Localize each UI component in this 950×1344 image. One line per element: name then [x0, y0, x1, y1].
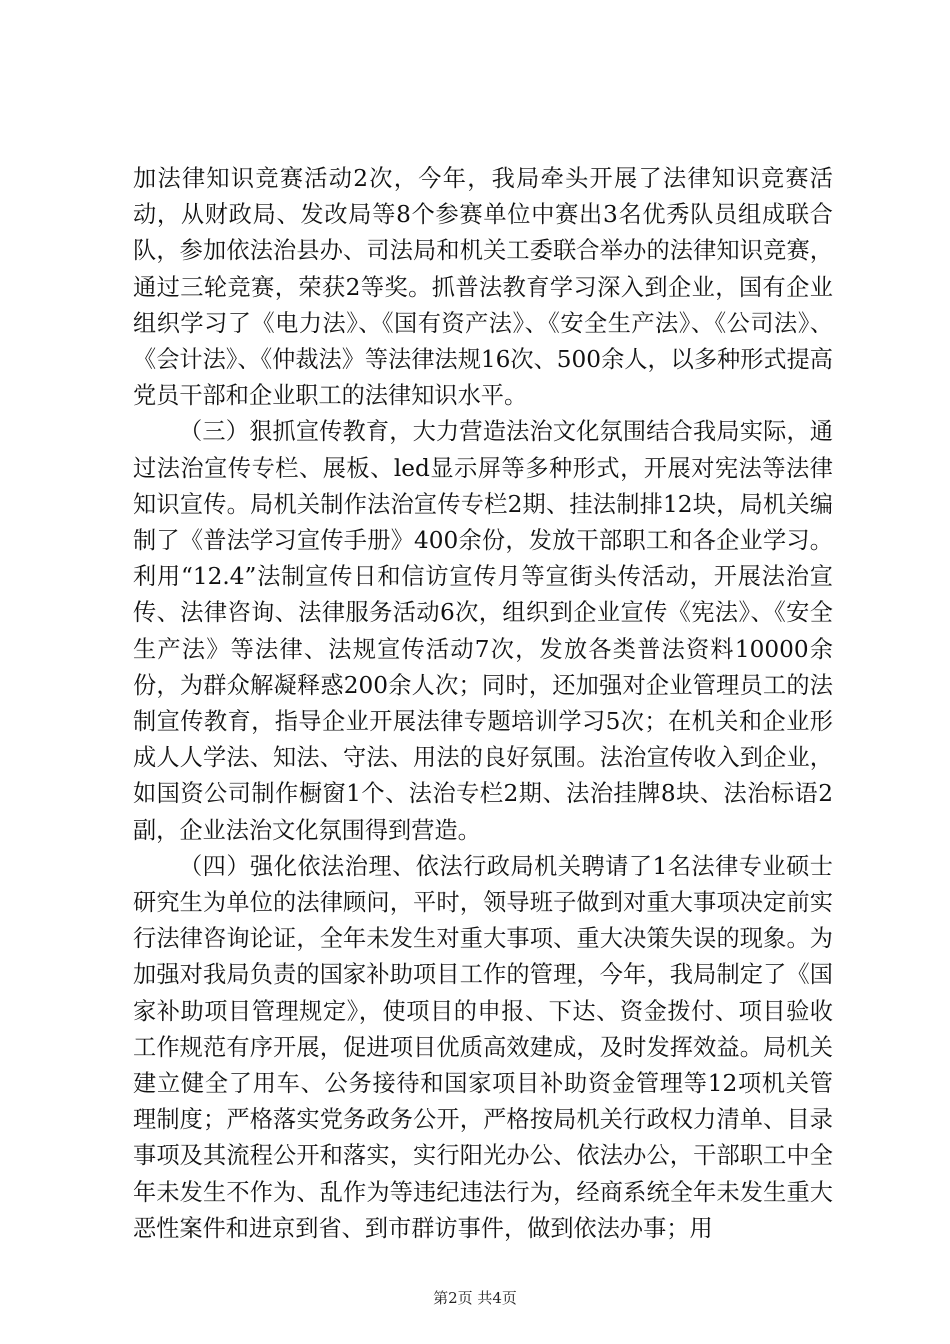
paragraph-lawful-governance: （四）强化依法治理、依法行政局机关聘请了1名法律专业硕士研究生为单位的法律顾问，平时，领导班子做到对重大事项决定前实行法律咨询论证，全年未发生对重大事项、重大决策失误的现象。为加强对我局负责的国家补助项目工作的管理，今年，我局制定了《国家补助项目管理规定》，使项目的申报、下达、资金拨付、项目验收工作规范有序开展，促进项目优质高效建成，及时发挥效益。局机关建立健全了用车、公务接待和国家项目补助资金管理等12项机关管理制度；严格落实党务政务公开，严格按局机关行政权力清单、目录事项及其流程公开和落实，实行阳光办公、依法办公，干部职工中全年未发生不作为、乱作为等违纪违法行为，经商系统全年未发生重大恶性案件和进京到省、到市群访事件，做到依法办事；用: [133, 852, 833, 1242]
page-number-footer: 第2页 共4页: [433, 1289, 517, 1307]
document-body: [133, 161, 833, 1247]
paragraph-publicity-education: （三）狠抓宣传教育，大力营造法治文化氛围结合我局实际，通过法治宣传专栏、展板、led显示屏等多种形式，开展对宪法等法律知识宣传。局机关制作法治宣传专栏2期、挂法制排12块，局机关编制了《普法学习宣传手册》400余份，发放干部职工和各企业学习。利用“12.4”法制宣传日和信访宣传月等宣街头传活动，开展法治宣传、法律咨询、法律服务活动6次，组织到企业宣传《宪法》、《安全生产法》等法律、法规宣传活动7次，发放各类普法资料10000余份，为群众解凝释惑200余人次；同时，还加强对企业管理员工的法制宣传教育，指导企业开展法律专题培训学习5次；在机关和企业形成人人学法、知法、守法、用法的良好氛围。法治宣传收入到企业，如国资公司制作橱窗1个、法治专栏2期、法治挂牌8块、法治标语2副，企业法治文化氛围得到营造。: [133, 418, 833, 844]
paragraph-legal-competition: 加法律知识竞赛活动2次，今年，我局牵头开展了法律知识竞赛活动，从财政局、发改局等8个参赛单位中赛出3名优秀队员组成联合队，参加依法治县办、司法局和机关工委联合举办的法律知识竞赛，通过三轮竞赛，荣获2等奖。抓普法教育学习深入到企业，国有企业组织学习了《电力法》、《国有资产法》、《安全生产法》、《公司法》、《会计法》、《仲裁法》等法律法规16次、500余人，以多种形式提高党员干部和企业职工的法律知识水平。: [133, 165, 833, 410]
